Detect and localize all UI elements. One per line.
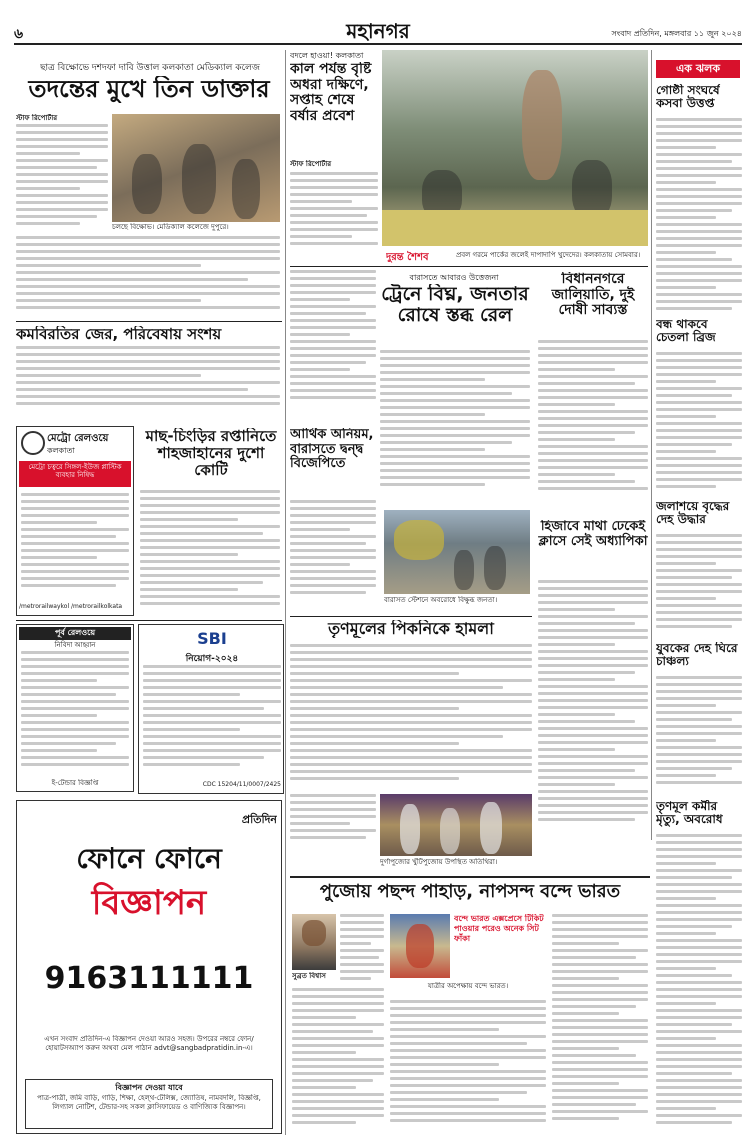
photo-caption: বারাসত স্টেশনে অবরোধে বিক্ষুব্ধ জনতা।: [384, 596, 498, 604]
tender-notice: [16, 624, 134, 792]
article-body: [538, 580, 648, 826]
sbi-logo: SBI: [197, 629, 227, 648]
article-body: [290, 794, 376, 844]
tender-body: [21, 651, 129, 775]
sbi-ad: [138, 624, 284, 794]
page-number: ৬: [14, 26, 24, 42]
ad-heading-line2: বিজ্ঞাপন: [91, 883, 207, 923]
divider: [290, 616, 532, 617]
headline: হিজাবে মাথা ঢেকেই ক্লাসে সেই অধ্যাপিকা: [538, 520, 648, 549]
metro-banner: মেট্রো চত্বরে সিঙ্গল-ইউজ প্লাস্টিক ব্যবহার নিষিদ্ধ: [19, 461, 131, 487]
article-body: [390, 1000, 546, 1134]
article-body: [380, 350, 530, 500]
headline: তৃণমূলের পিকনিকে হামলা: [328, 620, 494, 638]
column-divider: [651, 50, 652, 840]
tender-footer: ই-টেন্ডার বিজ্ঞপ্তি: [51, 779, 99, 787]
tender-org: পূর্ব রেলওয়ে: [19, 627, 131, 640]
inset-caption: যাত্রীর অপেক্ষায় বন্দে ভারত।: [427, 982, 509, 990]
sidebar-item-title: যুবকের দেহ ঘিরে চাঞ্চল্য: [656, 642, 738, 669]
article-body: [290, 172, 378, 256]
news-photo: [390, 914, 450, 978]
metro-logo: [21, 431, 45, 455]
kicker: বদলে হাওয়া! কলকাতা: [290, 51, 364, 60]
headline: বিধাননগরে জালিয়াতি, দুই দোষী সাব্যস্ত: [551, 272, 635, 319]
section-title: মহানগর: [346, 19, 410, 43]
headline: তদন্তের মুখে তিন ডাক্তার: [28, 76, 270, 103]
edition-line: সংবাদ প্রতিদিন, মঙ্গলবার ১১ জুন ২০২৪: [611, 29, 742, 38]
sidebar-item-body: [656, 352, 742, 492]
sidebar-item-title: জলাশয়ে বৃদ্ধের দেহ উদ্ধার: [656, 500, 730, 527]
sbi-footer: CDC 15204/11/0007/2425: [202, 781, 281, 788]
brand-logo: প্রতিদিন: [241, 813, 277, 826]
ad-footer-list: পাত্র-পাত্রী, জমি বাড়ি, গাড়ি, শিক্ষা, হেল্থ-টেলিক্স, জ্যোতিষ, নামবদলি, বিজ্ঞপ্তি, লিগ্যাল নোটিশ, টেন্ডার-সহ সকল ক্লাসিফায়েড ও বাণিজ্যিক বিজ্ঞাপন।: [37, 1094, 261, 1111]
ad-note: এখন সংবাদ প্রতিদিন-এ বিজ্ঞাপন দেওয়া আরও সহজ। উপরের নম্বরে ফোন/হোয়াটসঅ্যাপ করুন অথবা মেল পাঠান advt@sangbadpratidin.in-এ।: [44, 1035, 254, 1052]
headline: কাল পর্যন্ত বৃষ্টি অধরা দক্ষিণে, সপ্তাহ শেষে বর্ষার প্রবেশ: [290, 62, 372, 125]
ad-phone: 9163111111: [44, 961, 254, 996]
masthead: [0, 0, 750, 46]
headline: আর্থিক অনিয়ম, বারাসতে দ্বন্দ্ব বিজেপিতে: [290, 428, 374, 472]
headline: মাছ-চিংড়ির রপ্তানিতে শাহজাহানের দুশো কোটি: [145, 428, 277, 479]
ad-body: [21, 493, 129, 597]
photo-label: দুরন্ত শৈশব: [386, 252, 429, 263]
tender-title: নিবিদা আহ্বান: [54, 641, 96, 649]
news-photo: [382, 50, 648, 246]
divider: [290, 876, 650, 878]
article-body: [290, 270, 376, 416]
sidebar-item-body: [656, 118, 742, 312]
divider: [16, 321, 282, 322]
headline: ট্রেনে বিঘ্ন, জনতার রোষে স্তব্ধ রেল: [381, 284, 529, 327]
article-body: [16, 124, 108, 232]
classified-ad: [16, 800, 282, 1134]
photo-caption: প্রবল গরমে পার্কের জলেই দাপাদাপি খুদেদের। কলকাতায় সোমবার।: [456, 251, 641, 259]
article-body: [538, 340, 648, 510]
article-body: [552, 914, 648, 1134]
sbi-body: [143, 665, 281, 777]
divider: [16, 620, 282, 621]
metro-ad: [16, 426, 134, 616]
ad-footer-box: [25, 1079, 273, 1129]
masthead-rule: [14, 43, 742, 45]
metro-city: কলকাতা: [47, 446, 75, 455]
news-photo: [384, 510, 530, 594]
sidebar-item-title: বন্ধ থাকবে চেতলা ব্রিজ: [656, 318, 716, 345]
news-photo: [112, 114, 280, 222]
sidebar-item-body: [656, 834, 742, 1134]
kicker: বারাসতে আবারও উত্তেজনা: [409, 273, 499, 282]
sidebar-item-body: [656, 534, 742, 636]
sidebar-item-body: [656, 676, 742, 794]
column-divider: [285, 50, 286, 1135]
sidebar-tag: এক ঝলক: [656, 60, 740, 78]
article-body: [290, 644, 532, 790]
sidebar-item-title: তৃণমূল কর্মীর মৃত্যু, অবরোধ: [656, 800, 723, 827]
byline: সুব্রত বিশ্বাস: [292, 972, 326, 980]
article-body: [16, 236, 280, 318]
article-body: [340, 914, 384, 994]
article-body: [16, 346, 280, 416]
metro-title: মেট্রো রেলওয়ে: [47, 433, 109, 444]
metro-handle: /metrorailwaykol /metrorailkolkata: [19, 603, 123, 610]
inset-headline: বন্দে ভারত এক্সপ্রেসে টিকিট পাওয়ার পরেও অনেক সিট ফাঁকা: [454, 914, 544, 943]
ad-heading-line1: ফোনে ফোনে: [76, 842, 222, 875]
reporter-photo: [292, 914, 336, 970]
byline: স্টাফ রিপোর্টার: [290, 160, 332, 168]
article-body: [290, 500, 376, 612]
ad-footer-title: বিজ্ঞাপন দেওয়া যাবে: [115, 1083, 183, 1092]
kicker: ছাত্র বিক্ষোভে দশদফা দাবি উত্তাল কলকাতা মেডিক্যাল কলেজ: [40, 63, 260, 73]
article-body: [140, 490, 280, 616]
divider: [290, 266, 648, 267]
news-photo: [380, 794, 532, 856]
photo-caption: চলছে বিক্ষোভ। মেডিক্যাল কলেজে দুপুরে।: [112, 223, 229, 231]
headline: কমবিরতির জের, পরিবেষায় সংশয়: [16, 326, 222, 343]
sbi-title: নিয়োগ-২০২৪: [185, 654, 239, 664]
headline: পুজোয় পছন্দ পাহাড়, নাপসন্দ বন্দে ভারত: [319, 882, 621, 902]
byline: স্টাফ রিপোর্টার: [16, 114, 58, 122]
sidebar-item-title: গোষ্ঠী সংঘর্ষে কসবা উত্তপ্ত: [656, 84, 720, 111]
article-body: [292, 988, 384, 1134]
photo-caption: দুর্গাপুজোর খুঁটিপুজোয় উপস্থিত অতিথিরা।: [380, 858, 498, 866]
